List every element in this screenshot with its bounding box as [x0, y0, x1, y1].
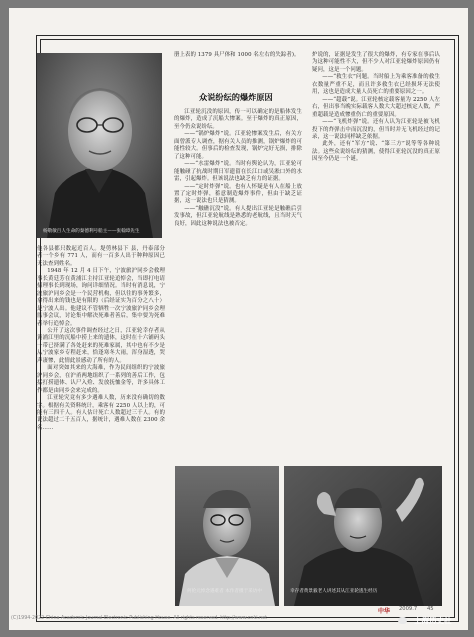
portrait-caption: 杨敬敏百人生命的秦德利号船主——张翰璋先生 [43, 229, 140, 234]
text-column-middle [174, 109, 302, 464]
text-column-middle-top [174, 52, 302, 76]
footer-issue: 2009.7 [399, 606, 418, 612]
footer-copyright: (C)1994-2022 China Academic Journal Electronic Publishing House. All rights reserved. http://www.cnki.net [11, 616, 267, 621]
paragraph: 江亚轮究竟有多少遇难人数，历来没有确切的数字。根据有关资料统计，乘客有 2250 人以上的，可能有三四千人。有人估计死亡人数超过三千人。有的说法超过二千五百人，据统计，遇难人数在 2300 余名…… [37, 395, 165, 431]
paragraph: 炉说的，证据是发生了很大的爆炸，有专家在事后认为这种可能性不大，但不少人对江亚轮爆炸原因仍有疑问，这是一个问题。 [312, 52, 440, 73]
paragraph: ——“水雷爆炸”说。当时有舆论认为，江亚轮可能触碰了抗战时期日军遗留在长江口或吴淞口外的水雷，引起爆炸。但该说法也缺乏有力的证据。 [174, 161, 302, 183]
paragraph: ——“救生衣”问题。当时船上为乘客准备的救生衣数量严重不足，而且许多救生衣已经损坏无法使用，这也是造成大量人员死亡的重要原因之一。 [312, 74, 440, 96]
footer-page-number: 45 [427, 606, 434, 612]
survivor-caption-left: 何伦元悼念遇难者 本作者摄于采访中 [187, 589, 262, 594]
paragraph: 1948 年 12 月 4 日下午，宁波旅沪同乡会救理事长黄廷芳在黄浦江主持江亚轮追悼会，当即打电请招理事长到现场，询问详细情况。当时有消息说，宁波旅沪同乡会是一个民营机构，但以往的事务繁多，拿得出来的钱也是有限的（后经证实为百分之八十）是宁波人出。他建议不管牺牲一次宁波旅沪同乡会理监事会议，讨论集中解决死难者善后，集中要为死难者举行追悼会。 [37, 268, 165, 327]
paragraph: 面对突如其来的大海难，作为民间组织的宁波旅沪同乡会，在沪甬两地组织了一系列的善后工作，包括打捞遗体、认尸入殓、发放抚恤金等，许多具体工作都是由同乡会来完成的。 [37, 365, 165, 394]
text-column-right [312, 52, 440, 464]
paragraph: 此外，还有“军方”说、“第三方”说等等各种说法。这些众说纷纭的猜测，使得江亚轮沉没的真正原因至今仍是一个谜。 [312, 141, 440, 163]
survivor-photo-right [284, 466, 442, 606]
portrait-image [37, 53, 162, 238]
paragraph: ——“飞机炸弹”说。还有人认为江亚轮是被飞机投下的炸弹击中而沉没的，但当时并无飞机经过的记录，这一说法同样缺乏依据。 [312, 119, 440, 140]
survivor-photo-left [175, 466, 279, 606]
portrait-photo-top [37, 53, 162, 238]
survivor-caption-right: 幸存者黄景毅老人讲述其从江亚轮逃生经历 [290, 589, 378, 594]
paragraph: ——“锅炉爆炸”说。江亚轮惨案发生后，有关方面曾派专人调查，据有关人员的推测，锅炉爆炸的可能性较大。但事后的检查发现，锅炉完好无损，排除了这种可能。 [174, 131, 302, 160]
paragraph: 江亚轮沉没的原因，传一可以确定的是船体发生的爆炸，造成了沉船大惨案。至于爆炸的真正原因，至今仍众说纷纭。 [174, 109, 302, 130]
watermark-text: 上海历史社 [414, 616, 452, 625]
paragraph: ——“触礁沉没”说。有人提出江亚轮是触礁后引发事故，但江亚轮航线是熟悉的老航线，且当时天气良好，因此这种说法也被否定。 [174, 205, 302, 227]
wechat-icon [398, 617, 407, 624]
magazine-page [9, 8, 468, 630]
survivor-image-left [175, 466, 279, 606]
paragraph: 公开了这次事件调查经过之日，江亚轮幸存者从黄浦江里的沉船中捞上来的遗体，这时在十六铺码头一带已挤满了各处赶来的死难家属，其中也有不少是从宁波家乡专程赶来，恰逢寒冬大雨，浑身湿透，哭声凄惨，此情此景感动了所有的人。 [37, 327, 165, 364]
text-column-left [37, 246, 165, 603]
paragraph: 册上表的 1379 具尸体和 1000 名左右的失踪者)。 [174, 52, 300, 58]
paragraph: ——“超载”说。江亚轮核定载客量为 2250 人左右，但出事当晚实际载客人数大大超过核定人数，严重超载是造成惨重伤亡的重要原因。 [312, 96, 440, 118]
paragraph: ——“定时炸弹”说。也有人怀疑是有人在船上放置了定时炸弹，蓄意制造爆炸事件，但由于缺乏证据，这一说法也只是猜测。 [174, 183, 302, 205]
survivor-image-right [284, 466, 442, 606]
paragraph: 他各县都只数起近百人。堤剪林县下 县，丹泰部分者一个乡有 771 人，而有一百多人出于种种原因已无法查到姓名。 [37, 246, 165, 267]
footer-magazine-name: 中华 [378, 608, 391, 615]
section-heading: 众说纷纭的爆炸原因 [199, 92, 273, 102]
watermark [398, 610, 452, 629]
